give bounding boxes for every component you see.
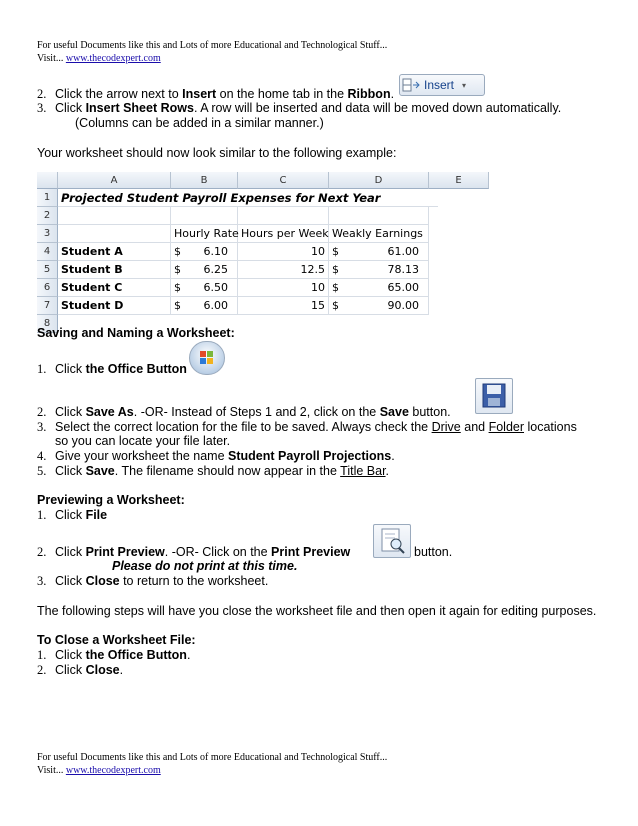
- row-header: 7: [37, 297, 58, 315]
- cell: [58, 225, 171, 243]
- worksheet-intro: Your worksheet should now look similar to the following example:: [37, 146, 397, 160]
- close-step-1: 1. Click the Office Button.: [37, 648, 191, 662]
- student-name: Student B: [58, 261, 171, 279]
- footer-visit: Visit... www.thecodexpert.com: [37, 765, 161, 776]
- row-header: 6: [37, 279, 58, 297]
- cell: [238, 207, 329, 225]
- preview-step-2: 2. Click Print Preview. -OR- Click on the Print Preview: [37, 545, 351, 559]
- print-preview-icon: [373, 524, 411, 558]
- earnings-cell: $ 61.00: [329, 243, 429, 261]
- col-header-a: A: [58, 172, 171, 189]
- saving-step-1: 1. Click the Office Button: [37, 362, 187, 376]
- preview-heading: Previewing a Worksheet:: [37, 493, 185, 507]
- saving-step-4: 4. Give your worksheet the name Student Payroll Projections.: [37, 449, 395, 463]
- rate-cell: $ 6.25: [171, 261, 238, 279]
- save-icon: [475, 378, 513, 414]
- insert-button-image: [399, 74, 485, 96]
- col-header-c: C: [238, 172, 329, 189]
- col-header-b: B: [171, 172, 238, 189]
- row-header: 5: [37, 261, 58, 279]
- footer-text: For useful Documents like this and Lots of more Educational and Technological Stuff...: [37, 752, 388, 763]
- header-text: For useful Documents like this and Lots of more Educational and Technological Stuff...: [37, 40, 388, 51]
- student-name: Student C: [58, 279, 171, 297]
- close-step-2: 2. Click Close.: [37, 663, 124, 677]
- col-header-d: D: [329, 172, 429, 189]
- step-3-insert-rows: 3. Click Insert Sheet Rows. A row will be inserted and data will be moved down automatically.: [37, 101, 562, 115]
- cell: [329, 207, 429, 225]
- corner-cell: [37, 172, 58, 189]
- step-3-note: (Columns can be added in a similar manner.): [75, 116, 324, 130]
- row-header: 8: [37, 315, 58, 333]
- hours-cell: 15: [238, 297, 329, 315]
- office-button-icon: [189, 341, 225, 375]
- student-name: Student D: [58, 297, 171, 315]
- row-header: 3: [37, 225, 58, 243]
- earnings-cell: $ 90.00: [329, 297, 429, 315]
- preview-step-2-button-word: button.: [414, 545, 453, 559]
- preview-note: Please do not print at this time.: [112, 559, 298, 573]
- preview-step-1: 1. Click File: [37, 508, 108, 522]
- insert-icon: [400, 77, 422, 93]
- saving-heading: Saving and Naming a Worksheet:: [37, 326, 235, 340]
- cell: [58, 207, 171, 225]
- saving-step-2: 2. Click Save As. -OR- Instead of Steps 1 and 2, click on the Save button.: [37, 405, 451, 419]
- chevron-down-icon: ▾: [462, 80, 467, 90]
- sheet-title: Projected Student Payroll Expenses for Next Year: [58, 189, 438, 207]
- earnings-cell: $ 65.00: [329, 279, 429, 297]
- earnings-cell: $ 78.13: [329, 261, 429, 279]
- close-heading: To Close a Worksheet File:: [37, 633, 196, 647]
- rate-cell: $ 6.10: [171, 243, 238, 261]
- student-name: Student A: [58, 243, 171, 261]
- rate-cell: $ 6.00: [171, 297, 238, 315]
- step-2-insert: 2. Click the arrow next to Insert on the home tab in the Ribbon.: [37, 87, 395, 101]
- header-link[interactable]: www.thecodexpert.com: [65, 53, 161, 64]
- row-header: 4: [37, 243, 58, 261]
- row-header: 1: [37, 189, 58, 207]
- header-hours-per-week: Hours per Week: [238, 225, 329, 243]
- header-visit: Visit... www.thecodexpert.com: [37, 53, 161, 64]
- header-weakly-earnings: Weakly Earnings: [329, 225, 429, 243]
- rate-cell: $ 6.50: [171, 279, 238, 297]
- cell: [171, 207, 238, 225]
- header-hourly-rate: Hourly Rate: [171, 225, 238, 243]
- hours-cell: 12.5: [238, 261, 329, 279]
- col-header-e: E: [429, 172, 489, 189]
- saving-step-5: 5. Click Save. The filename should now appear in the Title Bar.: [37, 464, 390, 478]
- row-header: 2: [37, 207, 58, 225]
- worksheet-example: [37, 172, 462, 329]
- closing-intro: The following steps will have you close the worksheet file and then open it again for editing purposes.: [37, 604, 597, 618]
- insert-label: Insert: [424, 78, 455, 92]
- saving-step-3-cont: so you can locate your file later.: [55, 434, 231, 448]
- hours-cell: 10: [238, 279, 329, 297]
- saving-step-3: 3. Select the correct location for the file to be saved. Always check the Drive and Folder locations: [37, 420, 577, 434]
- hours-cell: 10: [238, 243, 329, 261]
- footer-link[interactable]: www.thecodexpert.com: [65, 765, 161, 776]
- preview-step-3: 3. Click Close to return to the worksheet.: [37, 574, 269, 588]
